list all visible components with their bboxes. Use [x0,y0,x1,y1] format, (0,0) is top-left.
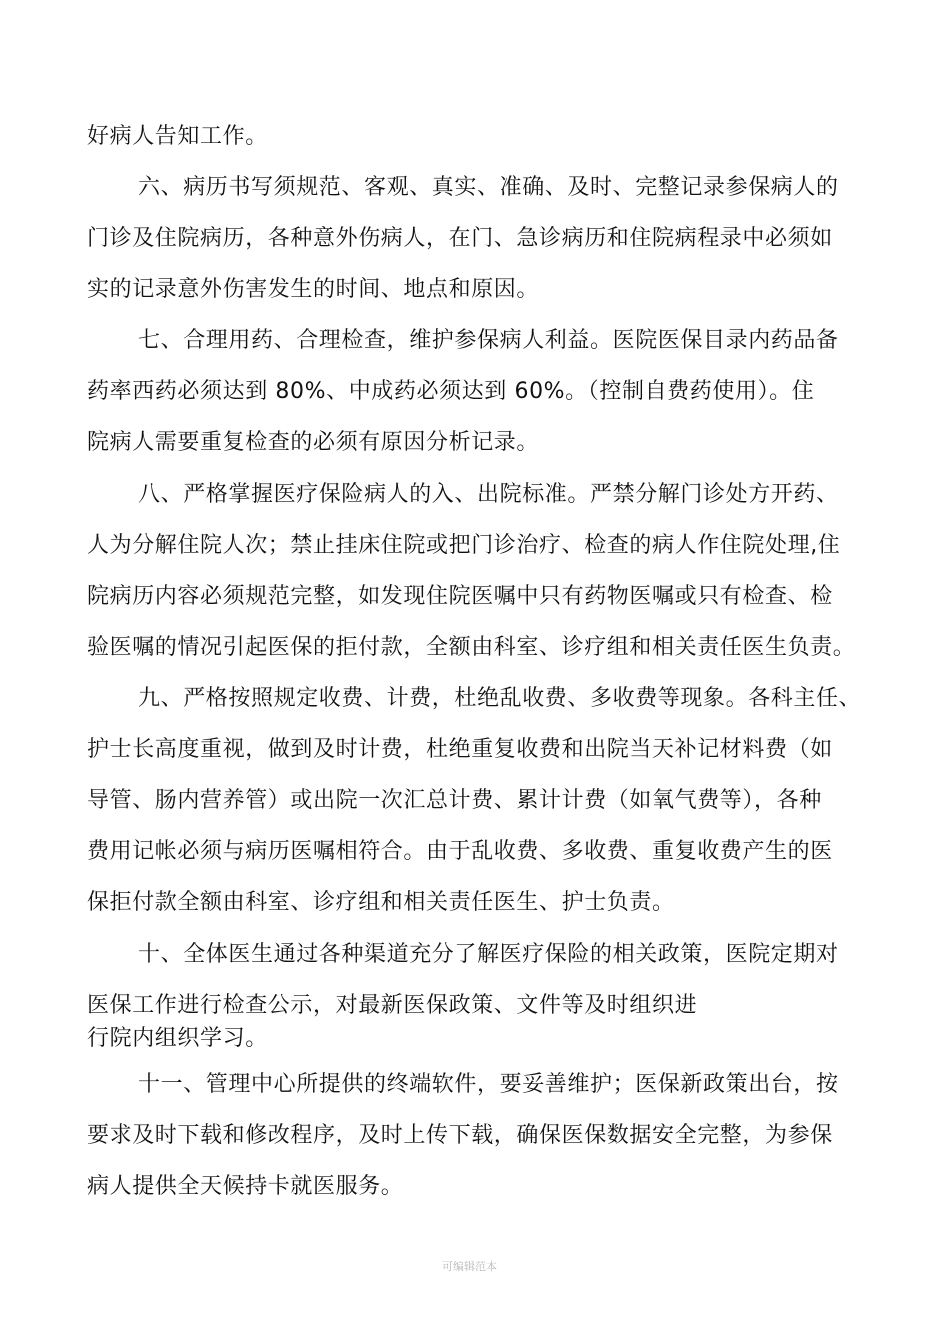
paragraph-10-line: 行院内组织学习。 [87,1026,268,1051]
paragraph-11-line: 要求及时下载和修改程序，及时上传下载，确保医保数据安全完整，为参保 [87,1123,833,1148]
paragraph-10-line: 医保工作进行检查公示，对最新医保政策、文件等及时组织进 [87,993,698,1018]
text-line: 好病人告知工作。 [87,124,268,149]
paragraph-9-line: 费用记帐必须与病历医嘱相符合。由于乱收费、多收费、重复收费产生的医 [87,839,833,864]
paragraph-6-line: 门诊及住院病历，各种意外伤病人，在门、急诊病历和住院病程录中必须如 [87,226,833,251]
paragraph-8-line: 八、严格掌握医疗保险病人的入、出院标准。严禁分解门诊处方开药、 [138,482,839,507]
footer-watermark: 可编辑范本 [442,1260,497,1273]
paragraph-7-line: 七、合理用药、合理检查，维护参保病人利益。医院医保目录内药品备 [138,328,839,353]
paragraph-11-line: 病人提供全天候持卡就医服务。 [87,1174,404,1199]
paragraph-7-line: 药率西药必须达到 80%、中成药必须达到 60%。（控制自费药使用）。住 [87,379,815,404]
paragraph-9-line: 九、严格按照规定收费、计费，杜绝乱收费、多收费等现象。各科主任、 [138,686,862,711]
paragraph-8-line: 人为分解住院人次；禁止挂床住院或把门诊治疗、检查的病人作住院处理,住 [87,533,841,558]
paragraph-7-line: 院病人需要重复检查的必须有原因分析记录。 [87,430,540,455]
paragraph-10-line: 十、全体医生通过各种渠道充分了解医疗保险的相关政策，医院定期对 [138,942,839,967]
paragraph-9-line: 保拒付款全额由科室、诊疗组和相关责任医生、护士负责。 [87,890,675,915]
paragraph-8-line: 验医嘱的情况引起医保的拒付款，全额由科室、诊疗组和相关责任医生负责。 [87,635,856,660]
paragraph-11-line: 十一、管理中心所提供的终端软件，要妥善维护；医保新政策出台，按 [138,1072,839,1097]
paragraph-9-line: 护士长高度重视，做到及时计费，杜绝重复收费和出院当天补记材料费（如 [87,737,833,762]
paragraph-8-line: 院病历内容必须规范完整，如发现住院医嘱中只有药物医嘱或只有检查、检 [87,584,833,609]
paragraph-6-line: 实的记录意外伤害发生的时间、地点和原因。 [87,277,540,302]
paragraph-9-line: 导管、肠内营养管）或出院一次汇总计费、累计计费（如氧气费等），各种 [87,788,822,813]
paragraph-6-line: 六、病历书写须规范、客观、真实、准确、及时、完整记录参保病人的 [138,175,839,200]
